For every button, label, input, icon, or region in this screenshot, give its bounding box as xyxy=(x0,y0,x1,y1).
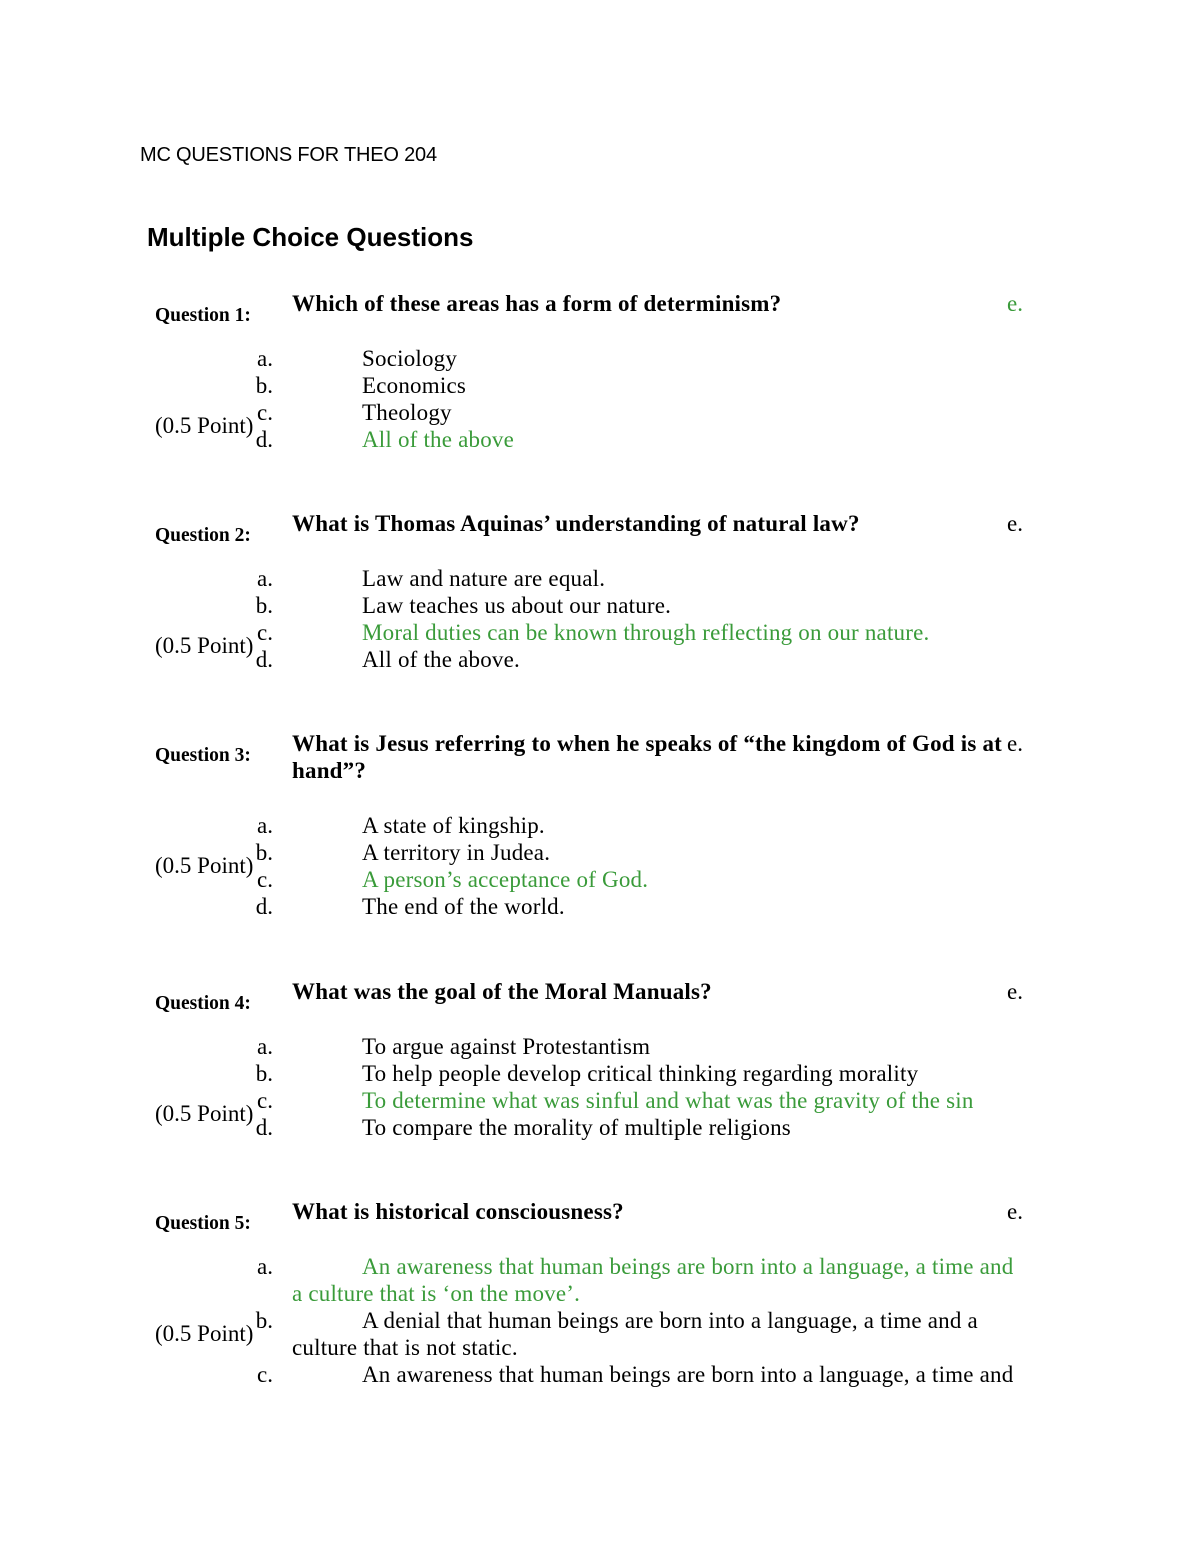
options-list xyxy=(255,345,1022,454)
option-letter: d. xyxy=(255,427,273,453)
option-text: A person’s acceptance of God. xyxy=(362,866,649,892)
option-a xyxy=(257,812,1022,839)
section-title: Multiple Choice Questions xyxy=(147,222,474,252)
course-title: MC QUESTIONS FOR THEO 204 xyxy=(140,144,437,166)
options-list xyxy=(255,1033,1022,1142)
option-a xyxy=(257,1253,1022,1307)
option-text: To compare the morality of multiple religions xyxy=(362,1115,791,1141)
option-text: To help people develop critical thinking regarding morality xyxy=(362,1060,919,1086)
option-b xyxy=(255,372,1022,399)
option-letter: c. xyxy=(257,399,273,425)
option-text: Theology xyxy=(362,399,452,425)
option-text: An awareness that human beings are born into a language, a time and a culture that is ‘on the move’. xyxy=(292,1253,1014,1306)
option-a xyxy=(257,565,1022,592)
option-letter: c. xyxy=(257,619,273,645)
option-a xyxy=(257,345,1022,372)
question-2 xyxy=(0,510,1200,674)
option-d xyxy=(255,426,1022,453)
option-text: Moral duties can be known through reflecting on our nature. xyxy=(362,619,930,645)
option-letter: d. xyxy=(255,894,273,920)
option-c xyxy=(257,399,1022,426)
options-list xyxy=(255,812,1022,921)
option-text: A denial that human beings are born into a language, a time and a culture that is not static. xyxy=(292,1307,978,1361)
option-letter: a. xyxy=(257,1253,273,1279)
option-letter: a. xyxy=(257,345,273,371)
option-text: Law teaches us about our nature. xyxy=(362,592,672,618)
option-d xyxy=(255,893,1022,920)
option-b xyxy=(255,592,1022,619)
option-letter: b. xyxy=(255,592,273,618)
option-text: Economics xyxy=(362,372,466,398)
question-points: (0.5 Point) xyxy=(155,852,254,878)
question-1 xyxy=(0,290,1200,454)
option-c xyxy=(257,1361,1022,1388)
option-text: A territory in Judea. xyxy=(362,839,551,865)
option-text: The end of the world. xyxy=(362,894,565,920)
option-letter: c. xyxy=(257,866,273,892)
question-points: (0.5 Point) xyxy=(155,1320,254,1346)
option-letter: d. xyxy=(255,1115,273,1141)
option-letter: d. xyxy=(255,647,273,673)
option-letter: b. xyxy=(255,1060,273,1086)
question-5 xyxy=(0,1198,1200,1389)
option-d xyxy=(255,646,1022,673)
question-text: What is Jesus referring to when he speaks of “the kingdom of God is at hand”? xyxy=(292,730,1002,783)
option-c xyxy=(257,619,1022,646)
option-letter: c. xyxy=(257,1087,273,1113)
option-e: e. xyxy=(1007,290,1023,316)
question-label: Question 1: xyxy=(155,304,251,326)
option-e: e. xyxy=(1007,1198,1023,1224)
question-text: What is Thomas Aquinas’ understanding of natural law? xyxy=(292,510,860,536)
question-label: Question 4: xyxy=(155,992,251,1014)
option-letter: b. xyxy=(255,839,273,865)
option-text: Law and nature are equal. xyxy=(362,565,606,591)
option-e: e. xyxy=(1007,978,1023,1004)
option-text: To argue against Protestantism xyxy=(362,1033,651,1059)
question-points: (0.5 Point) xyxy=(155,1100,254,1126)
option-letter: c. xyxy=(257,1362,273,1388)
option-text: All of the above xyxy=(362,427,515,453)
question-label: Question 5: xyxy=(155,1212,251,1234)
option-letter: a. xyxy=(257,1033,273,1059)
question-text: What is historical consciousness? xyxy=(292,1198,624,1224)
option-e: e. xyxy=(1007,730,1023,756)
option-b xyxy=(255,839,1022,866)
option-letter: b. xyxy=(255,372,273,398)
question-points: (0.5 Point) xyxy=(155,632,254,658)
option-text: To determine what was sinful and what was the gravity of the sin xyxy=(362,1087,974,1113)
option-a xyxy=(257,1033,1022,1060)
option-c xyxy=(257,866,1022,893)
option-c xyxy=(257,1087,1022,1114)
question-text: What was the goal of the Moral Manuals? xyxy=(292,978,712,1004)
options-list xyxy=(255,565,1022,674)
option-letter: a. xyxy=(257,812,273,838)
option-b xyxy=(255,1307,1022,1361)
option-text: A state of kingship. xyxy=(362,812,545,838)
option-text: Sociology xyxy=(362,345,458,371)
options-list xyxy=(255,1253,1022,1389)
option-text: All of the above. xyxy=(362,647,520,673)
question-3 xyxy=(0,730,1200,921)
question-label: Question 2: xyxy=(155,524,251,546)
question-label: Question 3: xyxy=(155,744,251,766)
option-letter: b. xyxy=(255,1307,273,1333)
option-b xyxy=(255,1060,1022,1087)
question-4 xyxy=(0,978,1200,1142)
question-points: (0.5 Point) xyxy=(155,412,254,438)
option-text: An awareness that human beings are born into a language, a time and xyxy=(362,1362,1014,1388)
option-letter: a. xyxy=(257,565,273,591)
option-e: e. xyxy=(1007,510,1023,536)
option-d xyxy=(255,1114,1022,1141)
question-text: Which of these areas has a form of determinism? xyxy=(292,290,782,316)
